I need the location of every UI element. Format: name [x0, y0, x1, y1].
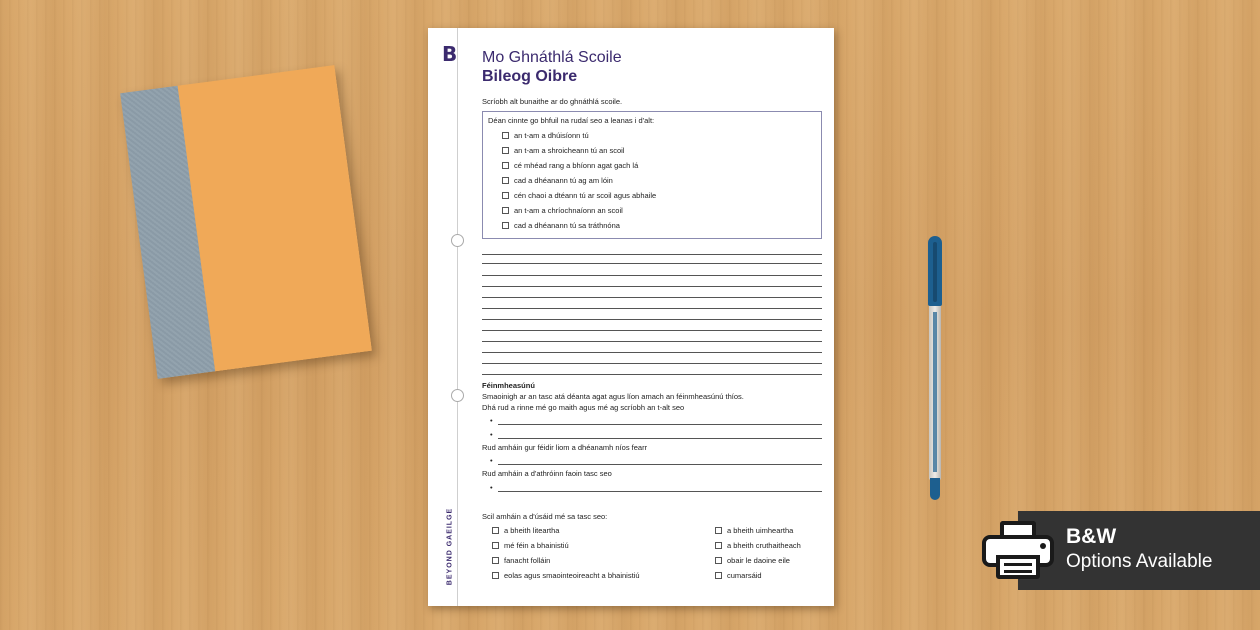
checkbox[interactable]: [492, 542, 499, 549]
reflection-question-3: Rud amháin a d'athróinn faoin tasc seo: [482, 469, 612, 478]
checkbox[interactable]: [715, 527, 722, 534]
reflection-intro: Smaoinigh ar an tasc atá déanta agat agus líon amach an féinmheasúnú thíos.: [482, 392, 744, 401]
skill-option[interactable]: obair le daoine eile: [715, 556, 790, 565]
printer-icon: [982, 521, 1054, 581]
checkbox[interactable]: [502, 132, 509, 139]
brand-vertical-label: BEYOND GAEILGE: [446, 507, 454, 586]
checklist-item[interactable]: cad a dhéanann tú ag am lóin: [502, 176, 613, 185]
checkbox[interactable]: [502, 162, 509, 169]
checkbox[interactable]: [502, 177, 509, 184]
brand-logo-icon: B: [442, 42, 458, 66]
checklist-title: Déan cinnte go bhfuil na rudaí seo a leanas i d'alt:: [488, 116, 655, 125]
checkbox[interactable]: [715, 542, 722, 549]
skills-title: Scil amháin a d'úsáid mé sa tasc seo:: [482, 512, 608, 521]
reflection-heading: Féinmheasúnú: [482, 381, 535, 390]
worksheet-page: [428, 28, 834, 606]
checklist-item[interactable]: an t-am a chríochnaíonn an scoil: [502, 206, 623, 215]
writing-line[interactable]: [482, 363, 822, 364]
writing-line[interactable]: [482, 352, 822, 353]
reflection-question-2: Rud amháin gur féidir liom a dhéanamh níos fearr: [482, 443, 648, 452]
instruction-text: Scríobh alt bunaithe ar do ghnáthlá scoile.: [482, 97, 623, 106]
writing-line[interactable]: [482, 308, 822, 309]
skill-option[interactable]: eolas agus smaointeoireacht a bhainistiú: [492, 571, 640, 580]
skill-option[interactable]: a bheith uimheartha: [715, 526, 793, 535]
writing-line[interactable]: [482, 297, 822, 298]
skill-option[interactable]: fanacht folláin: [492, 556, 550, 565]
writing-line[interactable]: [482, 275, 822, 276]
punch-hole: [451, 234, 464, 247]
checkbox[interactable]: [715, 557, 722, 564]
checklist-item[interactable]: cé mhéad rang a bhíonn agat gach lá: [502, 161, 638, 170]
skill-option[interactable]: a bheith cruthaitheach: [715, 541, 801, 550]
checkbox[interactable]: [715, 572, 722, 579]
writing-line[interactable]: [482, 374, 822, 375]
checkbox[interactable]: [492, 527, 499, 534]
answer-line[interactable]: •: [490, 484, 822, 494]
checklist-box: [482, 111, 822, 239]
checkbox[interactable]: [502, 147, 509, 154]
checklist-item[interactable]: an t-am a dhúisíonn tú: [502, 131, 589, 140]
skill-option[interactable]: mé féin a bhainistiú: [492, 541, 569, 550]
worksheet-subtitle: Bileog Oibre: [482, 68, 578, 85]
checkbox[interactable]: [492, 557, 499, 564]
writing-line[interactable]: [482, 319, 822, 320]
writing-line[interactable]: [482, 341, 822, 342]
writing-line[interactable]: [482, 330, 822, 331]
writing-line[interactable]: [482, 254, 822, 255]
pen: [926, 236, 944, 504]
reflection-question-1: Dhá rud a rinne mé go maith agus mé ag scríobh an t-alt seo: [482, 403, 685, 412]
checkbox[interactable]: [502, 222, 509, 229]
skill-option[interactable]: cumarsáid: [715, 571, 762, 580]
bw-options-badge[interactable]: [1018, 511, 1260, 590]
punch-hole: [451, 389, 464, 402]
checklist-item[interactable]: cad a dhéanann tú sa tráthnóna: [502, 221, 620, 230]
worksheet-title: Mo Ghnáthlá Scoile: [482, 49, 622, 66]
checklist-item[interactable]: cén chaoi a dtéann tú ar scoil agus abhaile: [502, 191, 656, 200]
writing-line[interactable]: [482, 263, 822, 264]
answer-line[interactable]: •: [490, 431, 822, 441]
answer-line[interactable]: •: [490, 457, 822, 467]
checkbox[interactable]: [492, 572, 499, 579]
answer-line[interactable]: •: [490, 417, 822, 427]
checklist-item[interactable]: an t-am a shroicheann tú an scoil: [502, 146, 624, 155]
writing-line[interactable]: [482, 286, 822, 287]
badge-subtitle: Options Available: [1066, 551, 1213, 572]
checkbox[interactable]: [502, 192, 509, 199]
skill-option[interactable]: a bheith liteartha: [492, 526, 559, 535]
notebook: [120, 65, 372, 379]
badge-title: B&W: [1066, 525, 1117, 548]
checkbox[interactable]: [502, 207, 509, 214]
